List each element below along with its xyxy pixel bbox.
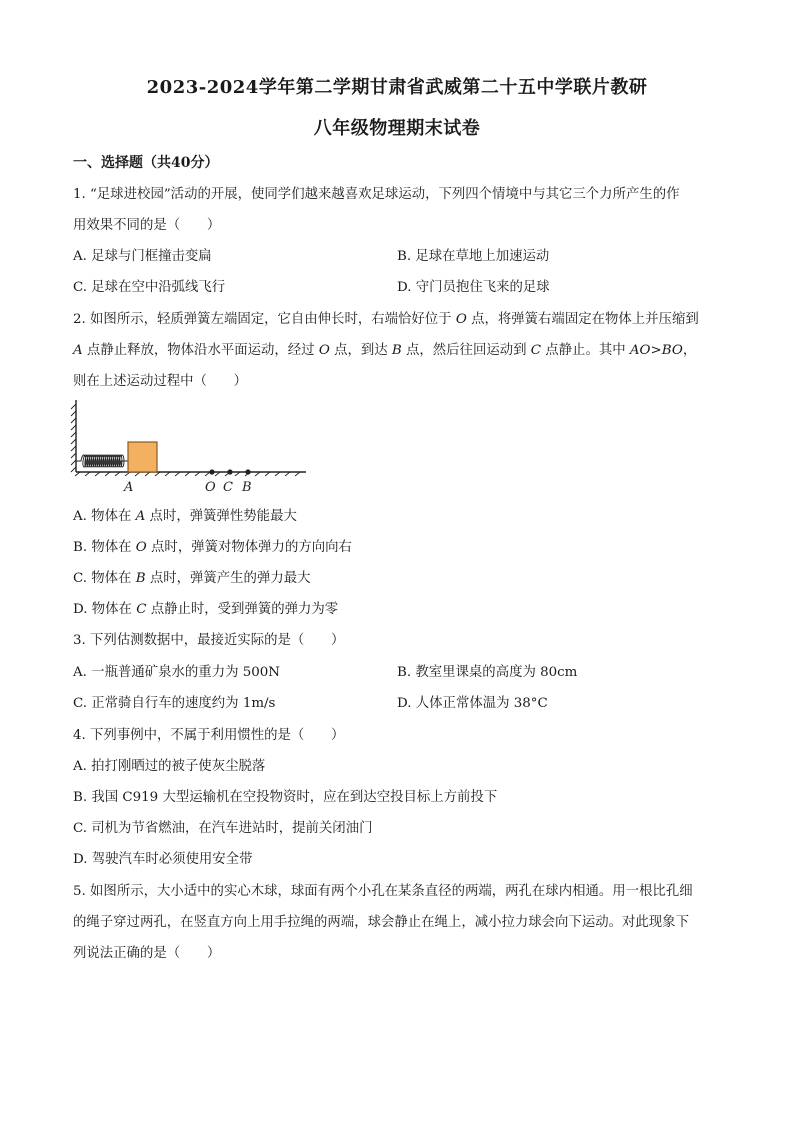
point-o-dot: [209, 469, 214, 474]
exam-subtitle: 八年级物理期末试卷: [313, 118, 481, 139]
block: [128, 442, 157, 472]
q1-stem-line1: 1. “足球进校园”活动的开展，使同学们越来越喜欢足球运动，下列四个情境中与其它三个力所产生的作: [73, 187, 680, 202]
q2-option-c: C. 物体在 B 点时，弹簧产生的弹力最大: [73, 571, 311, 586]
section-heading: 一、选择题（共40分）: [73, 155, 219, 171]
q3-option-b: B. 教室里课桌的高度为 80cm: [397, 665, 578, 680]
q1-option-b: B. 足球在草地上加速运动: [397, 249, 550, 264]
exam-title: 2023-2024学年第二学期甘肃省武威第二十五中学联片教研: [146, 77, 648, 98]
label-c: C: [223, 480, 233, 495]
q2-option-d: D. 物体在 C 点静止时，受到弹簧的弹力为零: [73, 602, 339, 617]
q4-stem: 4. 下列事例中，不属于利用惯性的是（ ）: [73, 728, 345, 743]
q1-option-a: A. 足球与门框撞击变扁: [73, 249, 212, 264]
label-a: A: [124, 480, 134, 495]
q1-stem-line2: 用效果不同的是（ ）: [73, 218, 221, 233]
point-c-dot: [227, 469, 232, 474]
q3-option-d: D. 人体正常体温为 38°C: [397, 696, 548, 711]
q3-stem: 3. 下列估测数据中，最接近实际的是（ ）: [73, 633, 345, 648]
spring: [76, 455, 128, 467]
q4-option-d: D. 驾驶汽车时必须使用安全带: [73, 852, 253, 867]
q2-stem-line1: 2. 如图所示，轻质弹簧左端固定，它自由伸长时，右端恰好位于 O 点，将弹簧右端固定在物体上并压缩到: [73, 312, 699, 327]
q2-stem-line2: A 点静止释放，物体沿水平面运动，经过 O 点，到达 B 点，然后往回运动到 C 点静止。其中 AO>BO，: [73, 343, 697, 358]
q3-option-a: A. 一瓶普通矿泉水的重力为 500N: [73, 665, 281, 680]
q1-option-d: D. 守门员抱住飞来的足球: [397, 280, 550, 295]
label-b: B: [242, 480, 252, 495]
q4-option-a: A. 拍打刚晒过的被子使灰尘脱落: [73, 759, 266, 774]
q4-option-c: C. 司机为节省燃油，在汽车进站时，提前关闭油门: [73, 821, 373, 836]
q3-option-c: C. 正常骑自行车的速度约为 1m/s: [73, 696, 276, 711]
point-b-dot: [245, 469, 250, 474]
q5-stem-line1: 5. 如图所示，大小适中的实心木球，球面有两个小孔在某条直径的两端，两孔在球内相通。用一根比孔细: [73, 884, 693, 899]
wall-hatching: [71, 404, 76, 472]
q5-stem-line3: 列说法正确的是（ ）: [73, 946, 221, 961]
q2-option-b: B. 物体在 O 点时，弹簧对物体弹力的方向向右: [73, 540, 352, 555]
q2-stem-line3: 则在上述运动过程中（ ）: [73, 374, 248, 389]
q5-stem-line2: 的绳子穿过两孔，在竖直方向上用手拉绳的两端，球会静止在绳上，减小拉力球会向下运动。对此现象下: [73, 915, 689, 930]
spring-block-diagram: [66, 396, 316, 496]
q2-option-a: A. 物体在 A 点时，弹簧弹性势能最大: [73, 509, 297, 524]
label-o: O: [205, 480, 216, 495]
q1-option-c: C. 足球在空中沿弧线飞行: [73, 280, 226, 295]
q4-option-b: B. 我国 C919 大型运输机在空投物资时，应在到达空投目标上方前投下: [73, 790, 498, 805]
